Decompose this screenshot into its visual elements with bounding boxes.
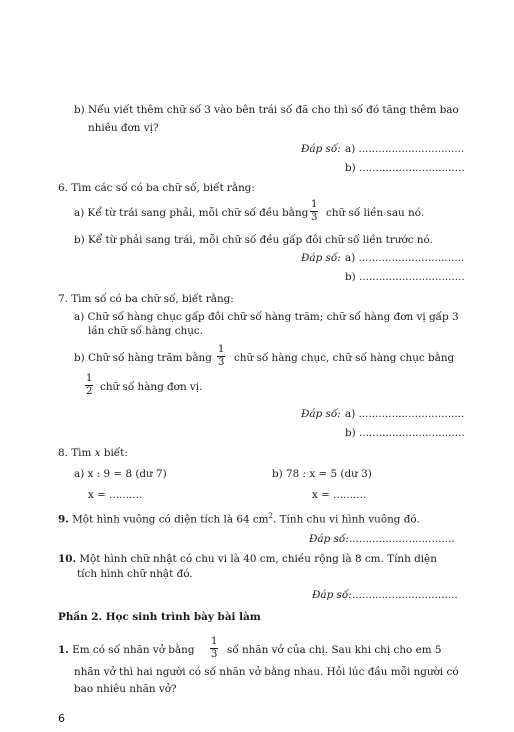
p2q1-line3: bao nhiêu nhãn vở? [74, 683, 177, 695]
q6-b: b) Kể từ phải sang trái, mỗi chữ số đều gấp đôi chữ số liền trước nó. [74, 234, 433, 246]
q7-answer-b: b) ................................ [345, 427, 465, 439]
q8-b-answer: x = .......... [312, 489, 367, 501]
q7-b-suffix: chữ số hàng đơn vị. [100, 381, 203, 393]
q8-b-expression: b) 78 : x = 5 (dư 3) [272, 468, 372, 480]
q9-number: 9. [58, 513, 69, 526]
q8-title [58, 447, 128, 459]
p2q1-line1-suffix: số nhãn vở của chị. Sau khi chị cho em 5 [227, 644, 442, 656]
q9-text-suffix: . Tính chu vi hình vuông đó. [273, 513, 420, 526]
q7-b-prefix: b) Chữ số hàng trăm bằng [74, 352, 212, 364]
q7-a-line1: a) Chữ số hàng chục gấp đôi chữ số hàng trăm; chữ số hàng đơn vị gấp 3 [74, 311, 459, 323]
q10-answer-label: Đáp số: [312, 589, 352, 601]
q6-a-prefix: a) Kể từ trái sang phải, mỗi chữ số đều bằng [74, 207, 309, 219]
page-number: 6 [58, 712, 65, 725]
q9-superscript: 2 [268, 512, 274, 520]
p2q1-line1-prefix [58, 644, 194, 656]
q9-answer-label: Đáp số: [309, 533, 349, 545]
p2q1-text-prefix: Em có số nhãn vở bằng [72, 644, 195, 656]
q10-answer-dots: ................................ [352, 589, 458, 601]
q10-number: 10. [58, 553, 77, 565]
q7-b-middle: chữ số hàng chục, chữ số hàng chục bằng [234, 352, 455, 364]
q7-b-fraction-2 [85, 374, 93, 397]
q7-title: 7. Tìm số có ba chữ số, biết rằng: [58, 293, 234, 305]
p2q1-line2: nhãn vở thì hai người có số nhãn vở bằng nhau. Hỏi lúc đầu mỗi người có [74, 666, 459, 678]
q6-answer-b: b) ................................ [345, 271, 465, 283]
q7-b-frac1-num: 1 [218, 344, 225, 355]
q7-b-frac2-num: 1 [86, 373, 93, 384]
q5b-answer-label: Đáp số: [301, 143, 341, 155]
q6-a-suffix: chữ số liền sau nó. [326, 207, 425, 219]
q5b-line2: nhiêu đơn vị? [88, 122, 159, 134]
q9-line [58, 512, 420, 525]
q9-text-prefix: Một hình vuông có diện tích là 64 cm [72, 513, 269, 526]
q6-a-frac-den: 3 [311, 212, 318, 223]
q7-answer-label: Đáp số: [301, 408, 341, 420]
q7-b-frac2-den: 2 [86, 386, 93, 397]
q6-a-fraction [310, 200, 318, 223]
q7-answer-a: a) ................................ [345, 408, 465, 420]
q7-a-line2: lần chữ số hàng chục. [88, 325, 204, 337]
q10-line1 [58, 553, 437, 565]
p2q1-frac-num: 1 [211, 636, 218, 647]
q9-answer-dots: ................................ [349, 533, 455, 545]
p2q1-number: 1. [58, 644, 69, 656]
q6-a-frac-num: 1 [311, 199, 318, 210]
p2q1-fraction [210, 637, 218, 660]
q10-line2: tích hình chữ nhật đó. [77, 568, 193, 580]
q8-title-suffix: biết: [100, 447, 128, 459]
part2-heading: Phần 2. Học sinh trình bày bài làm [58, 611, 261, 623]
p2q1-frac-den: 3 [211, 649, 218, 660]
q10-text-line1: Một hình chữ nhật có chu vi là 40 cm, chiều rộng là 8 cm. Tính diện [79, 553, 437, 565]
q8-a-answer: x = .......... [88, 489, 143, 501]
q6-answer-a: a) ................................ [345, 252, 465, 264]
q8-title-variable: x [94, 447, 101, 459]
q6-title: 6. Tìm các số có ba chữ số, biết rằng: [58, 182, 255, 194]
q6-answer-label: Đáp số: [301, 252, 341, 264]
q8-title-prefix: 8. Tìm [58, 447, 95, 459]
q8-a-expression: a) x : 9 = 8 (dư 7) [74, 468, 167, 480]
q7-b-fraction-1 [217, 345, 225, 368]
q7-b-frac1-den: 3 [218, 357, 225, 368]
q5b-line1: b) Nếu viết thêm chữ số 3 vào bên trái số đã cho thì số đó tăng thêm bao [74, 104, 459, 116]
q5b-answer-b: b) ................................ [345, 162, 465, 174]
q5b-answer-a: a) ................................ [345, 143, 465, 155]
